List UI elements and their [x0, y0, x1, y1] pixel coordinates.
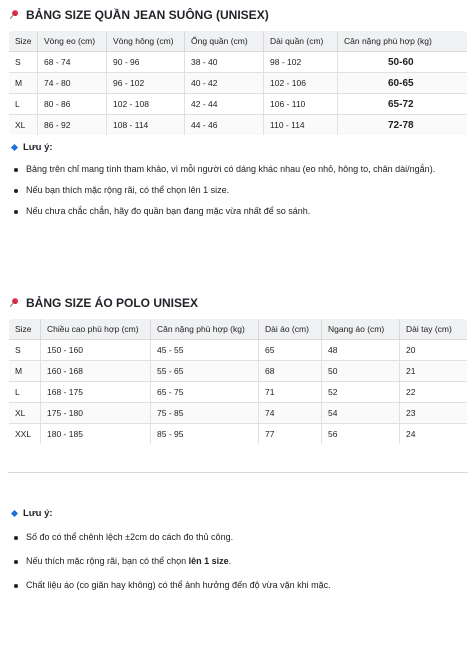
- size-cell: XL: [9, 403, 41, 424]
- header-sleeve: Dài tay (cm): [400, 319, 468, 340]
- polo-size-table: [8, 318, 468, 445]
- section-divider: [8, 472, 468, 473]
- length-cell: 74: [259, 403, 322, 424]
- size-cell: XL: [9, 115, 38, 136]
- width-cell: 54: [322, 403, 400, 424]
- weight-cell: 50-60: [338, 52, 468, 73]
- size-cell: L: [9, 382, 41, 403]
- leg-cell: 40 - 42: [185, 73, 264, 94]
- header-waist: Vòng eo (cm): [38, 31, 107, 52]
- table-header-row: [9, 31, 468, 52]
- header-width: Ngang áo (cm): [322, 319, 400, 340]
- waist-cell: 74 - 80: [38, 73, 107, 94]
- width-cell: 52: [322, 382, 400, 403]
- width-cell: 48: [322, 340, 400, 361]
- list-item: Bảng trên chỉ mang tính tham khảo, vì mỗi người có dáng khác nhau (eo nhỏ, hông to, chân dài/ngắn).: [12, 162, 452, 177]
- size-cell: XXL: [9, 424, 41, 445]
- weight-cell: 65-72: [338, 94, 468, 115]
- width-cell: 56: [322, 424, 400, 445]
- hip-cell: 96 - 102: [107, 73, 185, 94]
- leg-cell: 44 - 46: [185, 115, 264, 136]
- jean-note-heading: Lưu ý:: [12, 142, 53, 153]
- list-item: Nếu thích mặc rộng rãi, bạn có thể chọn lên 1 size.: [12, 554, 452, 569]
- jean-size-table: [8, 30, 468, 136]
- polo-note-list: [12, 530, 452, 593]
- list-item: Nếu chưa chắc chắn, hãy đo quần bạn đang mặc vừa nhất để so sánh.: [12, 204, 452, 219]
- hip-cell: 102 - 108: [107, 94, 185, 115]
- waist-cell: 80 - 86: [38, 94, 107, 115]
- sleeve-cell: 21: [400, 361, 468, 382]
- length-cell: 68: [259, 361, 322, 382]
- list-item: Số đo có thể chênh lệch ±2cm do cách đo thủ công.: [12, 530, 452, 545]
- header-shirt-length: Dài áo (cm): [259, 319, 322, 340]
- length-cell: 110 - 114: [264, 115, 338, 136]
- height-cell: 168 - 175: [41, 382, 151, 403]
- weight-cell: 72-78: [338, 115, 468, 136]
- height-cell: 180 - 185: [41, 424, 151, 445]
- header-weight: Cân nặng phù hợp (kg): [151, 319, 259, 340]
- header-leg-opening: Ống quần (cm): [185, 31, 264, 52]
- table-row: [9, 382, 468, 403]
- jean-note-list: [12, 162, 452, 219]
- width-cell: 50: [322, 361, 400, 382]
- height-cell: 175 - 180: [41, 403, 151, 424]
- table-row: [9, 52, 468, 73]
- sleeve-cell: 24: [400, 424, 468, 445]
- length-cell: 71: [259, 382, 322, 403]
- pushpin-icon: [8, 297, 20, 309]
- waist-cell: 86 - 92: [38, 115, 107, 136]
- weight-cell: 75 - 85: [151, 403, 259, 424]
- table-row: [9, 403, 468, 424]
- header-length: Dài quần (cm): [264, 31, 338, 52]
- header-weight: Cân nặng phù hợp (kg): [338, 31, 468, 52]
- table-row: [9, 94, 468, 115]
- size-cell: S: [9, 340, 41, 361]
- waist-cell: 68 - 74: [38, 52, 107, 73]
- length-cell: 98 - 102: [264, 52, 338, 73]
- diamond-icon: [11, 510, 18, 517]
- size-cell: S: [9, 52, 38, 73]
- leg-cell: 38 - 40: [185, 52, 264, 73]
- header-height: Chiều cao phù hợp (cm): [41, 319, 151, 340]
- length-cell: 65: [259, 340, 322, 361]
- hip-cell: 90 - 96: [107, 52, 185, 73]
- height-cell: 150 - 160: [41, 340, 151, 361]
- table-row: [9, 115, 468, 136]
- table-row: [9, 361, 468, 382]
- diamond-icon: [11, 144, 18, 151]
- weight-cell: 65 - 75: [151, 382, 259, 403]
- list-item: Nếu bạn thích mặc rộng rãi, có thể chọn lên 1 size.: [12, 183, 452, 198]
- length-cell: 102 - 106: [264, 73, 338, 94]
- header-hip: Vòng hông (cm): [107, 31, 185, 52]
- polo-section-title: BẢNG SIZE ÁO POLO UNISEX: [8, 296, 198, 310]
- jean-section-title: BẢNG SIZE QUẦN JEAN SUÔNG (UNISEX): [8, 8, 269, 22]
- size-cell: M: [9, 73, 38, 94]
- length-cell: 106 - 110: [264, 94, 338, 115]
- header-size: Size: [9, 319, 41, 340]
- header-size: Size: [9, 31, 38, 52]
- size-cell: L: [9, 94, 38, 115]
- pushpin-icon: [8, 9, 20, 21]
- leg-cell: 42 - 44: [185, 94, 264, 115]
- sleeve-cell: 20: [400, 340, 468, 361]
- weight-cell: 55 - 65: [151, 361, 259, 382]
- table-row: [9, 424, 468, 445]
- length-cell: 77: [259, 424, 322, 445]
- polo-note-heading: Lưu ý:: [12, 508, 53, 519]
- sleeve-cell: 23: [400, 403, 468, 424]
- table-row: [9, 340, 468, 361]
- table-header-row: [9, 319, 468, 340]
- weight-cell: 45 - 55: [151, 340, 259, 361]
- sleeve-cell: 22: [400, 382, 468, 403]
- weight-cell: 60-65: [338, 73, 468, 94]
- weight-cell: 85 - 95: [151, 424, 259, 445]
- table-row: [9, 73, 468, 94]
- list-item: Chất liệu áo (co giãn hay không) có thể ảnh hưởng đến độ vừa vặn khi mặc.: [12, 578, 452, 593]
- height-cell: 160 - 168: [41, 361, 151, 382]
- size-cell: M: [9, 361, 41, 382]
- hip-cell: 108 - 114: [107, 115, 185, 136]
